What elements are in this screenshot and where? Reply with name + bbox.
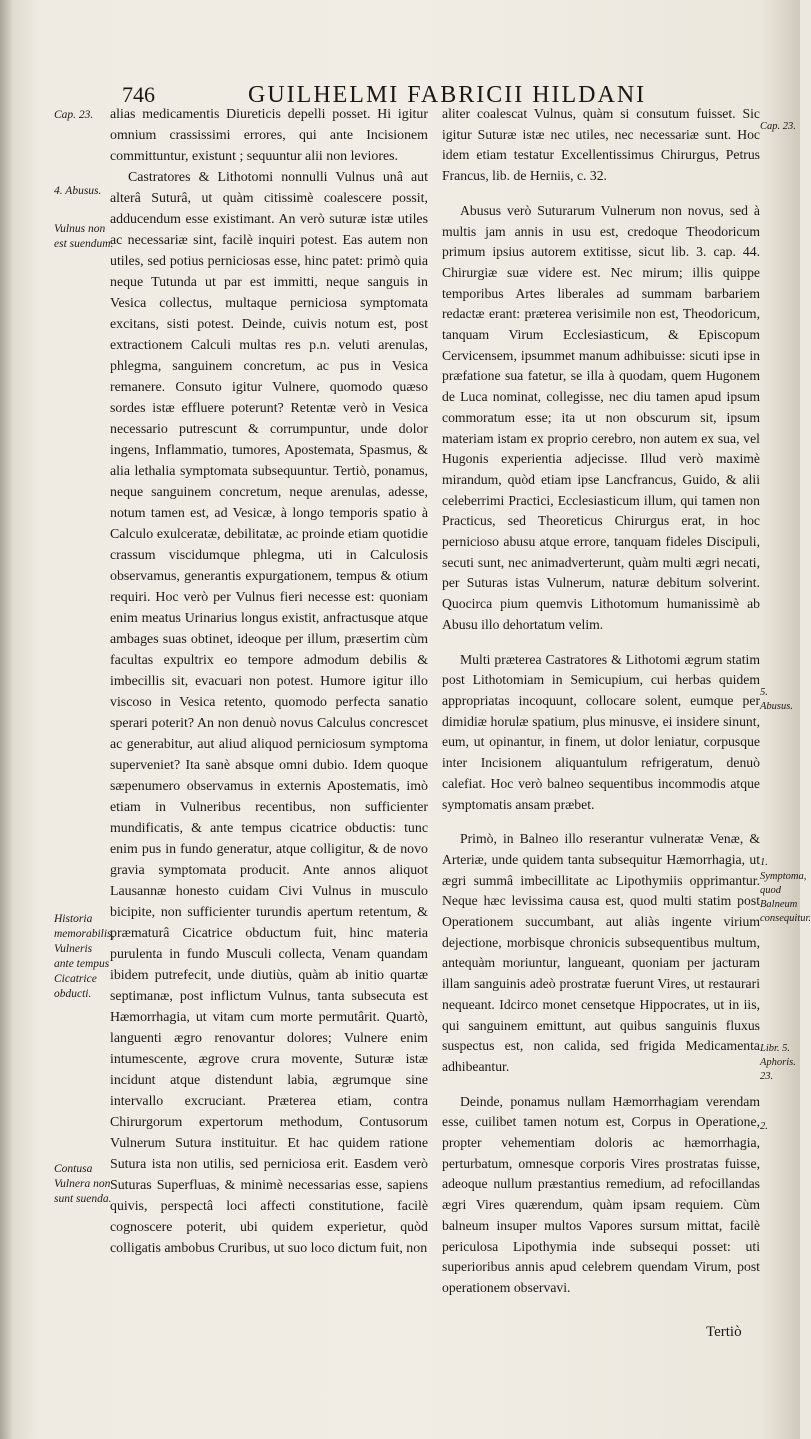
book-spine-shadow	[0, 0, 14, 1439]
margin-note: Libr. 5. Aphoris. 23.	[760, 1043, 796, 1082]
margin-note: 1. Symptoma, quod Balneum consequitur.	[760, 857, 811, 924]
right-column	[442, 104, 760, 1299]
margin-note: Cap. 23.	[760, 121, 796, 132]
paragraph: aliter coalescat Vulnus, quàm si consutum fuisset. Sic igitur Suturæ istæ nec utiles, nec necessariæ sunt. Hoc idem etiam testatur Excellentissimus Chirurgus, Petrus Francus, lib. de Herniis, c. 32.	[442, 106, 760, 184]
paragraph: alias medicamentis Diureticis depelli posset. Hi igitur omnium crassissimi errores, qui ante Incisionem committuntur, existunt ; sequuntur alii non leviores.	[110, 107, 428, 164]
paragraph: Primò, in Balneo illo reserantur vulneratæ Venæ, & Arteriæ, unde quidem tanta subsequitur Hæmorrhagia, ut ægri summâ imbecillitate ac Lipothymiis opprimantur. Neque hæc levissima causa est, quod multi statim post Operationem succumbant, aut aliàs ingente virium dejectione, morbisque chronicis subsequentibus multum, antequàm moriuntur, langueant, quoniam per jacturam illam sanguinis adeò prostratæ fuerunt Vires, ut restaurari nequeant. Idcirco monet censetque Hippocrates, ut in iis, qui sanguinem emittunt, aut quibus sanguinis fluxus suspectus est, non calida, sed frigida Medicamenta adhibeantur.	[442, 831, 760, 1074]
margin-note: Contusa Vulnera non sunt suenda.	[54, 1163, 112, 1205]
catchword: Tertiò	[706, 1324, 742, 1340]
page-number: 746	[122, 82, 155, 107]
running-title: GUILHELMI FABRICII HILDANI	[248, 82, 647, 108]
margin-note: 5. Abusus.	[760, 687, 793, 712]
margin-note: Cap. 23.	[54, 109, 94, 121]
margin-note: 2.	[760, 1121, 768, 1132]
paragraph: Abusus verò Suturarum Vulnerum non novus, sed à multis jam annis in usu est, credoque Theodoricum primum ipsius autorem extitisse, sicut lib. 3. cap. 44. Chirurgiæ suæ videre est. Nec mirum; illis quippe temporibus Artes liberales ad summam barbariem redactæ erant: præterea verisimile non est, Theodoricum, tanquam Virum Ecclesiasticum, & Episcopum Cervicensem, ipsummet manum adhibuisse: sicuti ipse in præfatione sua fatetur, se illa à quodam, quem Hugonem de Luca nominat, collegisse, nec diu tamen apud ipsum commoratum esse; ita ut non obscurum sit, ipsum materiam istam ex proprio cerebro, non autem ex sua, vel Hugonis experientia adjecisse. Illud verò maximè mirandum, quòd etiam ipse Lancfrancus, Guido, & alii celeberrimi Practici, Ecclesiasticum illum, qui tamen non Practicus, sed Theoreticus Chirurgus erat, in hoc pernicioso abusu atque errore, tanquam fideles Discipuli, secuti sunt, nec animadverterunt, quàm multi ægri necati, per Suturas istas Vulnerum, naturæ debitum solverint. Quocirca pium quemvis Lithotomum humanissimè ab Abusu illo dehortatum velim.	[442, 202, 760, 632]
margin-note: Vulnus non est suendum.	[54, 223, 114, 250]
left-column	[110, 104, 428, 1259]
margin-note: 4. Abusus.	[54, 185, 102, 197]
paragraph: Multi præterea Castratores & Lithotomi ægrum statim post Lithotomiam in Semicupium, cui herbas quidem appropriatas incoquunt, collocare solent, eumque per dimidiæ horulæ spatium, plus minusve, ei insidere sinunt, eum, ut opinantur, in finem, ut dolor leniatur, corpusque inter Incisionem aliquantulum refrigeratum, denuò calefiat. Hoc verò balneo sequentibus incommodis atque symptomatis ansam præbet.	[442, 651, 760, 812]
paragraph: Deinde, ponamus nullam Hæmorrhagiam verendam esse, cuilibet tamen notum est, Corpus in Operatione, propter vehementiam doloris ac hæmorrhagia, perturbatum, omnesque corporis Vires prostratas fuisse, adeoque nullum præstantius remedium, ad refocillandas ægri Vires quærendum, quàm ipsam requiem. Cùm balneum insuper multos Vapores sursum mittat, facilè periculosa Lipothymia inde subsequi posset: uti superioribus annis apud celebrem quendam Virum, post operationem observavi.	[442, 1093, 760, 1295]
paragraph: Castratores & Lithotomi nonnulli Vulnus unâ aut alterâ Suturâ, ut quàm citissimè coalescere possit, adducendum esse existimant. An verò suturæ istæ utiles ac necessariæ sint, facilè inquiri potest. Eas autem non utiles, sed potius perniciosas esse, hinc patet: primò quia neque Tutunda ut par est immitti, neque sanguis in Vesica collectus, multaque perniciosa symptomata excitans, sisti potest. Deinde, cuivis notum est, post extractionem Calculi multas res p.n. veluti arenulas, phlegma, sanguinem concretum, ac pus in Vesica remanere. Consuto igitur Vulnere, quomodo quæso sordes istæ effluere poterunt? Retentæ verò in Vesica necessario putrescunt & corrumpuntur, unde dolor ingens, Inflammatio, tumores, Apostemata, Spasmus, & alia lethalia symptomata subsequuntur. Tertiò, ponamus, neque sanguinem concretum, neque arenulas, adesse, notum tamen est, ad Vesicæ, à longo temporis spatio à Calculo exulceratæ, debilitatæ, ac proinde etiam quotidie crassum viscidumque phlegma, uti in Calculosis observamus, generantis expurgationem, tempus & otium requiri. Hoc verò per Vulnus fieri necesse est: quoniam enim meatus Urinarius longus existit, anfractusque atque ambages suas obtinet, ideoque per illum, præsertim cùm facultas expultrix eo tempore admodum debilis & imbecillis sit, evacuari non potest. Humore igitur illo viscoso in Vesica retento, quomodo perfecta sanatio sperari poterit? An non denuò novus Calculus concrescet ac generabitur, aut aliud aliquod perniciosum symptoma superveniet? Ita sanè absque omni dubio. Idem quoque sæpenumero observamus in externis Apostematis, imò etiam in Vulneribus recentibus, non sufficienter mundificatis, & ante tempus cicatrice obductis: tunc enim pus in fundo generatur, atque colligitur, & de novo gravia symptomata producit. Ante annos aliquot Lausannæ honesto cuidam Civi Vulnus in musculo bicipite, non sufficienter turundis apertum retentum, & præmaturâ Cicatrice obductum fuit, hinc materia purulenta in fundo Musculi collecta, Venam quandam ibidem putrefecit, unde diutiùs, quàm ab initio quartæ septimanæ, post inflictum Vulnus, tanta subsecuta est Hæmorrhagia, ut vitam cum morte permutârit. Quartò, languenti ægro renovantur dolores; Vulnere enim intumescente, ægrove crura movente, Suturæ istæ incidunt atque distendunt labia, ægrumque sine intervallo excruciant. Præterea etiam, contra Chirurgorum expertorum methodum, Contusorum Vulnerum Sutura instituitur. Et hac quidem ratione Sutura ista non utilis, sed perniciosa erit. Easdem verò Suturas Superfluas, & minimè necessarias esse, sapiens quivis, perspectâ loci affecti constitutione, facilè cognoscere poterit, ubi quidem experietur, quòd colligatis ambobus Cruribus, ut suo loco dictum fuit, non	[110, 170, 428, 1256]
margin-note: Historia memorabilis, Vulneris ante tempus Cicatrice obducti.	[54, 913, 115, 1000]
